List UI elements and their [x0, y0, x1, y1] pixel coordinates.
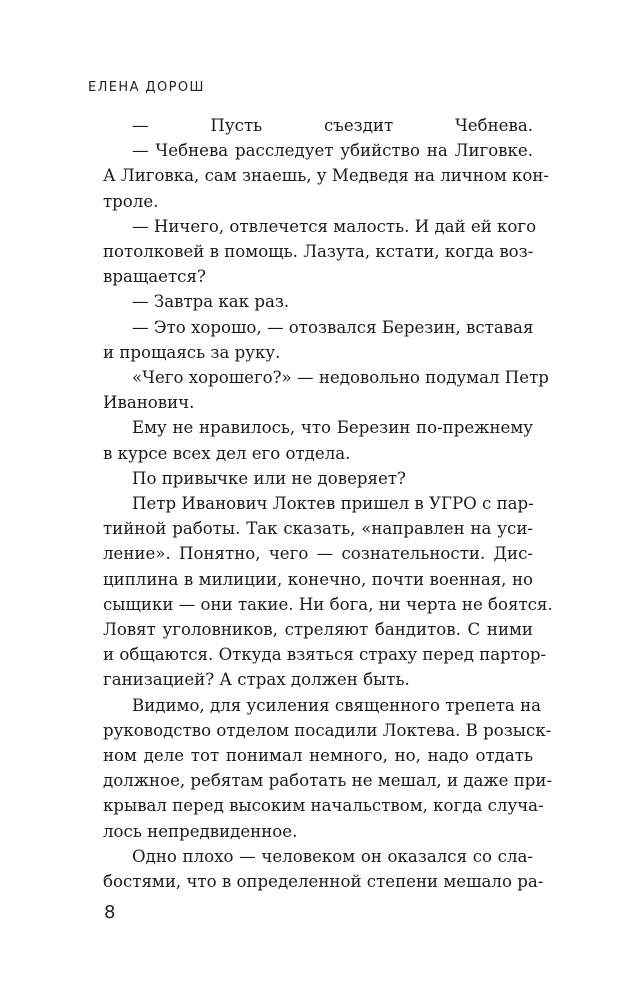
text-line: — Это хорошо, — отозвался Березин, вставая: [132, 317, 534, 337]
text-line: — Ничего, отвлечется малость. И дай ей кого: [132, 216, 537, 236]
text-line: потолковей в помощь. Лазута, кстати, когда воз-: [103, 242, 534, 262]
page-number: 8: [104, 902, 116, 923]
text-line: Петр Иванович Локтев пришел в УГРО с пар-: [132, 494, 534, 514]
text-line: Видимо, для усиления священного трепета на: [132, 695, 542, 715]
text-line: — Завтра как раз.: [132, 292, 290, 312]
text-line: Ему не нравилось, что Березин по-прежнему: [132, 418, 533, 438]
text-line: Одно плохо — человеком он оказался со сла-: [132, 846, 533, 866]
text-line: По привычке или не доверяет?: [132, 468, 406, 488]
text-line: ганизацией? А страх должен быть.: [103, 670, 410, 690]
text-line: «Чего хорошего?» — недовольно подумал Петр: [132, 368, 549, 388]
text-line: Иванович.: [103, 393, 195, 413]
text-line: А Лиговка, сам знаешь, у Медведя на личном кон-: [103, 166, 550, 186]
text-line: руководство отделом посадили Локтева. В розыск-: [103, 720, 552, 740]
text-line: вращается?: [103, 267, 206, 287]
text-line: лось непредвиденное.: [103, 821, 298, 841]
text-line: должное, ребятам работать не мешал, и даже при-: [103, 771, 553, 791]
text-line: сыщики — они такие. Ни бога, ни черта не боятся.: [103, 594, 553, 614]
text-line: и общаются. Откуда взяться страху перед партор-: [103, 645, 547, 665]
text-line: троле.: [103, 191, 159, 211]
text-line: и прощаясь за руку.: [103, 342, 281, 362]
text-line: — Пусть съездит Чебнева.: [132, 116, 533, 135]
text-line: тийной работы. Так сказать, «направлен на уси-: [103, 519, 533, 539]
text-line: циплина в милиции, конечно, почти военная, но: [103, 569, 533, 589]
body-text: [103, 113, 553, 894]
text-line: крывал перед высоким начальством, когда случа-: [103, 796, 544, 816]
text-line: бостями, что в определенной степени мешало ра-: [103, 872, 544, 892]
text-line: ление». Понятно, чего — сознательности. Дис-: [103, 544, 533, 564]
text-line: в курсе всех дел его отдела.: [103, 443, 351, 463]
text-line: ном деле тот понимал немного, но, надо отдать: [103, 746, 533, 766]
running-head-author: ЕЛЕНА ДОРОШ: [88, 80, 205, 95]
text-line: — Чебнева расследует убийство на Лиговке.: [132, 141, 533, 161]
text-line: Ловят уголовников, стреляют бандитов. С ними: [103, 620, 533, 640]
